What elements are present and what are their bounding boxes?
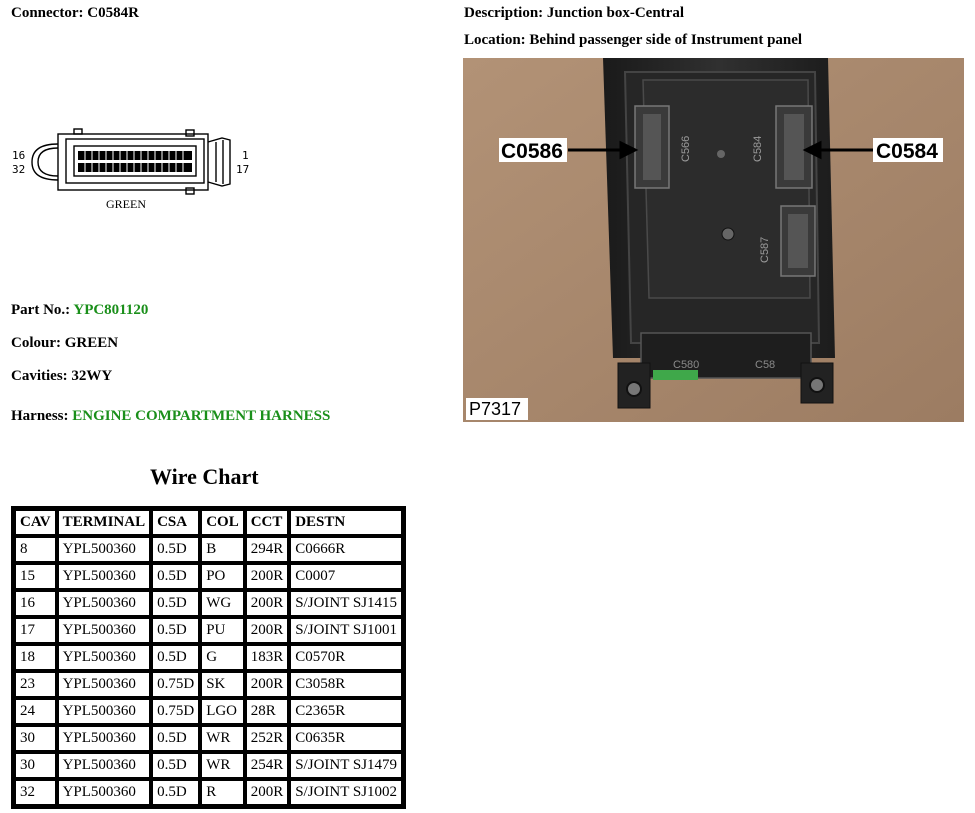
- cell-cav: 30: [15, 753, 56, 778]
- cell-destn: S/JOINT SJ1479: [290, 753, 402, 778]
- cell-cct: 200R: [246, 564, 289, 589]
- photo-caption: P7317: [469, 399, 522, 419]
- part-no-value: YPC801120: [73, 302, 149, 318]
- cell-terminal: YPL500360: [58, 645, 151, 670]
- header-col: COL: [201, 510, 244, 535]
- cell-terminal: YPL500360: [58, 726, 151, 751]
- cavities-value: 32WY: [71, 368, 113, 384]
- cell-col: PO: [201, 564, 244, 589]
- label-c580: C580: [673, 359, 700, 371]
- cell-cct: 200R: [246, 672, 289, 697]
- cell-cct: 183R: [246, 645, 289, 670]
- cell-cct: 252R: [246, 726, 289, 751]
- cell-cav: 24: [15, 699, 56, 724]
- cell-terminal: YPL500360: [58, 672, 151, 697]
- cell-col: PU: [201, 618, 244, 643]
- location-field: [464, 32, 802, 49]
- colour-value: GREEN: [64, 335, 119, 351]
- cell-cct: 200R: [246, 618, 289, 643]
- cell-destn: C0635R: [290, 726, 402, 751]
- cell-col: G: [201, 645, 244, 670]
- table-row: [15, 780, 402, 805]
- connector-color-label: GREEN: [106, 197, 146, 211]
- cell-terminal: YPL500360: [58, 780, 151, 805]
- cell-csa: 0.75D: [152, 699, 199, 724]
- cell-terminal: YPL500360: [58, 591, 151, 616]
- connector-value: C0584R: [87, 5, 139, 21]
- description-label: Description:: [464, 5, 544, 21]
- cell-destn: S/JOINT SJ1001: [290, 618, 402, 643]
- cell-destn: S/JOINT SJ1002: [290, 780, 402, 805]
- cell-cav: 15: [15, 564, 56, 589]
- table-row: [15, 645, 402, 670]
- cell-col: WR: [201, 753, 244, 778]
- table-row: [15, 537, 402, 562]
- header-cct: CCT: [246, 510, 289, 535]
- callout-c0584: C0584: [876, 140, 938, 163]
- cell-csa: 0.5D: [152, 780, 199, 805]
- cell-cct: 200R: [246, 591, 289, 616]
- cell-col: B: [201, 537, 244, 562]
- pin-32-label: 32: [12, 163, 26, 176]
- cell-terminal: YPL500360: [58, 618, 151, 643]
- table-header-row: [15, 510, 402, 535]
- label-c58: C58: [755, 359, 776, 371]
- cell-terminal: YPL500360: [58, 537, 151, 562]
- connector-diagram: [10, 128, 260, 218]
- cell-terminal: YPL500360: [58, 699, 151, 724]
- colour-label: Colour:: [11, 335, 61, 351]
- cell-terminal: YPL500360: [58, 753, 151, 778]
- connector-label: Connector:: [11, 5, 84, 21]
- wire-chart-table: [11, 506, 406, 809]
- part-no-label: Part No.:: [11, 302, 71, 318]
- table-row: [15, 726, 402, 751]
- cell-cav: 16: [15, 591, 56, 616]
- description-value: Junction box-Central: [546, 5, 684, 21]
- cell-destn: C0570R: [290, 645, 402, 670]
- pin-17-label: 17: [236, 163, 250, 176]
- wire-chart-title: Wire Chart: [150, 464, 259, 489]
- cell-csa: 0.5D: [152, 645, 199, 670]
- cell-cav: 8: [15, 537, 56, 562]
- junction-box-photo: [463, 58, 964, 422]
- location-label: Location:: [464, 32, 526, 48]
- part-no-field: [11, 302, 148, 319]
- header-csa: CSA: [152, 510, 199, 535]
- cell-destn: C0666R: [290, 537, 402, 562]
- cell-cav: 30: [15, 726, 56, 751]
- pin-1-label: 1: [242, 149, 249, 162]
- callout-c0586: C0586: [501, 140, 563, 163]
- cell-csa: 0.5D: [152, 726, 199, 751]
- cell-destn: S/JOINT SJ1415: [290, 591, 402, 616]
- cell-cav: 18: [15, 645, 56, 670]
- cell-destn: C2365R: [290, 699, 402, 724]
- label-c566: C566: [680, 135, 692, 162]
- table-row: [15, 699, 402, 724]
- cell-terminal: YPL500360: [58, 564, 151, 589]
- description-field: [464, 5, 684, 22]
- harness-value: ENGINE COMPARTMENT HARNESS: [72, 408, 331, 424]
- cell-col: LGO: [201, 699, 244, 724]
- cell-csa: 0.5D: [152, 537, 199, 562]
- cell-csa: 0.5D: [152, 564, 199, 589]
- cavities-label: Cavities:: [11, 368, 68, 384]
- cell-csa: 0.5D: [152, 618, 199, 643]
- location-value: Behind passenger side of Instrument panel: [529, 32, 803, 48]
- cell-cct: 28R: [246, 699, 289, 724]
- header-destn: DESTN: [290, 510, 402, 535]
- cell-cct: 200R: [246, 780, 289, 805]
- pin-16-label: 16: [12, 149, 26, 162]
- junction-box-image: [463, 58, 964, 422]
- cell-cav: 23: [15, 672, 56, 697]
- cell-cav: 17: [15, 618, 56, 643]
- harness-label: Harness:: [11, 408, 69, 424]
- cell-col: R: [201, 780, 244, 805]
- colour-field: [11, 335, 118, 352]
- cell-destn: C0007: [290, 564, 402, 589]
- cavities-field: [11, 368, 112, 385]
- cell-col: SK: [201, 672, 244, 697]
- label-c584-small: C584: [752, 135, 764, 162]
- header-terminal: TERMINAL: [58, 510, 151, 535]
- connector-field: [11, 5, 139, 22]
- cell-destn: C3058R: [290, 672, 402, 697]
- table-row: [15, 672, 402, 697]
- table-row: [15, 564, 402, 589]
- header-cav: CAV: [15, 510, 56, 535]
- cell-cct: 294R: [246, 537, 289, 562]
- label-c587: C587: [759, 236, 771, 263]
- cell-cct: 254R: [246, 753, 289, 778]
- cell-csa: 0.5D: [152, 753, 199, 778]
- cell-csa: 0.75D: [152, 672, 199, 697]
- cell-cav: 32: [15, 780, 56, 805]
- cell-csa: 0.5D: [152, 591, 199, 616]
- table-row: [15, 618, 402, 643]
- table-row: [15, 753, 402, 778]
- table-row: [15, 591, 402, 616]
- cell-col: WG: [201, 591, 244, 616]
- cell-col: WR: [201, 726, 244, 751]
- harness-field: [11, 408, 330, 425]
- connector-drawing: [10, 128, 260, 218]
